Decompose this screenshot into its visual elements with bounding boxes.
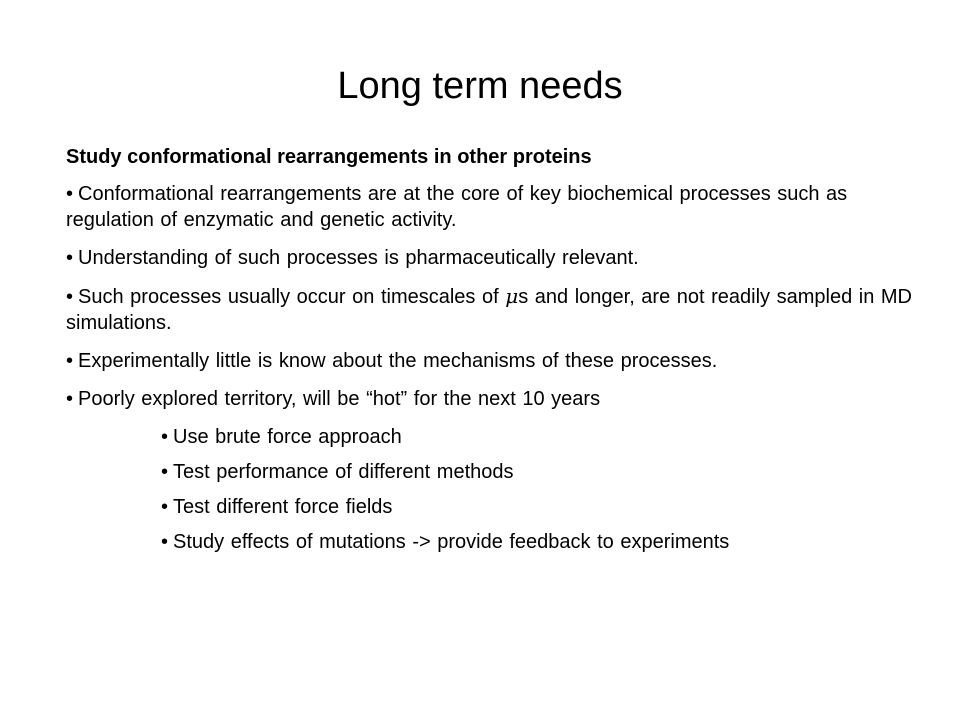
bullet-marker: • [66,183,74,205]
bullet-marker: • [161,496,169,518]
bullet-item [66,386,916,412]
bullet-text: Poorly explored territory, will be “hot” for the next 10 years [78,388,601,410]
bullet-item [66,283,916,336]
bullet-marker: • [66,388,74,410]
bullet-marker: • [161,426,169,448]
bullet-marker: • [66,247,74,269]
sub-bullet-item [161,459,916,485]
section-heading: Study conformational rearrangements in other proteins [66,146,592,168]
slide-body [66,144,916,564]
bullet-text: Conformational rearrangements are at the core of key biochemical processes such as regulation of enzymatic and genetic activity. [66,183,848,231]
bullet-item [66,348,916,374]
slide-title: Long term needs [337,65,623,107]
bullet-text-start: Such processes usually occur on timescales of [78,286,506,308]
bullet-text: Experimentally little is know about the mechanisms of these processes. [78,350,718,372]
sub-bullet-text: Study effects of mutations -> provide feedback to experiments [173,531,730,553]
bullet-marker: • [66,286,74,308]
bullet-marker: • [161,531,169,553]
sub-bullet-text: Use brute force approach [173,426,402,448]
sub-bullet-text: Test different force fields [173,496,393,518]
bullet-item [66,245,916,271]
sub-bullet-item [161,424,916,450]
sub-bullet-text: Test performance of different methods [173,461,514,483]
sub-bullet-item [161,494,916,520]
bullet-text-end: s and longer, are not readily sampled in MD simulations. [66,286,912,334]
bullet-marker: • [161,461,169,483]
mu-symbol: μ [505,284,519,308]
bullet-text: Understanding of such processes is pharmaceutically relevant. [78,247,639,269]
bullet-item [66,181,916,233]
sub-bullet-item [161,529,916,555]
bullet-marker: • [66,350,74,372]
